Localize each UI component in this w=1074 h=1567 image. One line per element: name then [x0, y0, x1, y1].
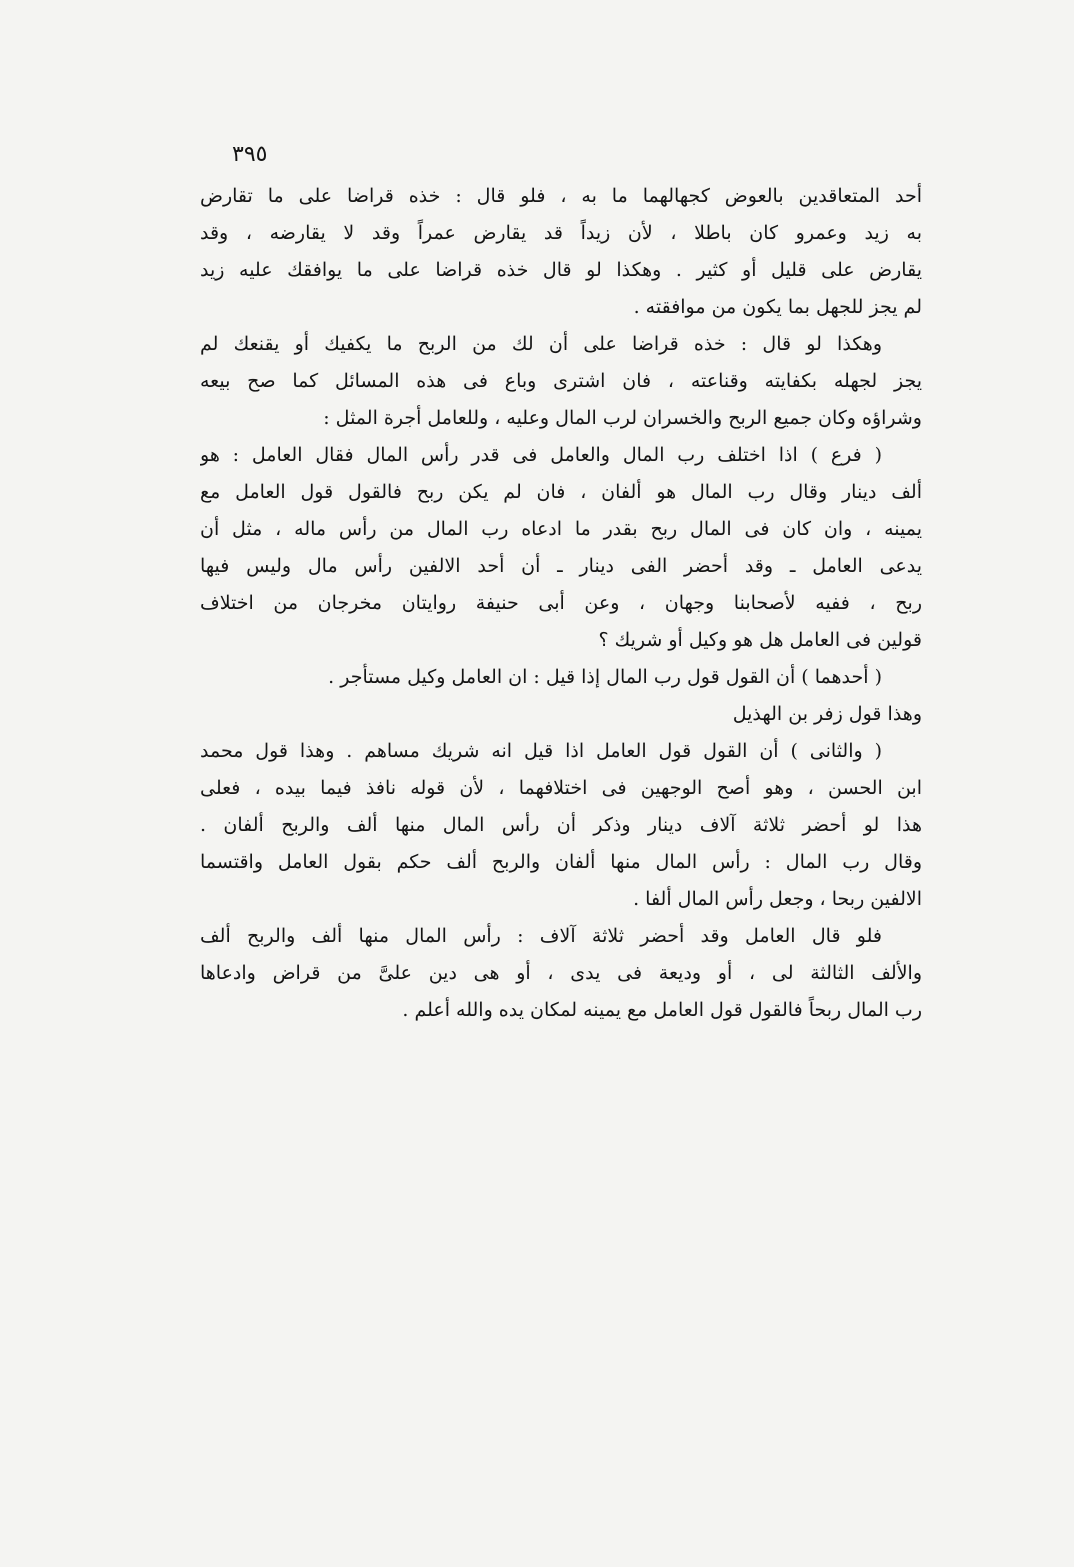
- text-line: أحد المتعاقدين بالعوض كجهالهما ما به ، فلو قال : خذه قراضا على ما تقارض: [200, 185, 922, 207]
- text-line: يقارض على قليل أو كثير . وهكذا لو قال خذه قراضا على ما يوافقك عليه زيد: [200, 259, 922, 281]
- text-line: ( والثانى ) أن القول قول العامل اذا قيل انه شريك مساهم . وهذا قول محمد: [200, 740, 882, 762]
- text-line: به زيد وعمرو كان باطلا ، لأن زيداً قد يقارض عمراً وقد لا يقارضه ، وقد: [200, 222, 922, 244]
- text-line: وهذا قول زفر بن الهذيل: [732, 703, 922, 725]
- text-line: فلو قال العامل وقد أحضر ثلاثة آلاف : رأس المال منها ألف والربح ألف: [200, 925, 882, 947]
- body-text: [200, 178, 922, 1029]
- text-line: قولين فى العامل هل هو وكيل أو شريك ؟: [598, 629, 922, 651]
- text-line: ابن الحسن ، وهو أصح الوجهين فى اختلافهما ، لأن قوله نافذ فيما بيده ، فعلى: [200, 777, 922, 799]
- text-line: يجز لجهله بكفايته وقناعته ، فان اشترى وباع فى هذه المسائل كما صح بيعه: [200, 370, 922, 392]
- text-line: والألف الثالثة لى ، أو وديعة فى يدى ، أو هى دين علىَّ من قراض وادعاها: [200, 962, 922, 984]
- page-number: ٣٩٥: [232, 142, 268, 167]
- text-line: لم يجز للجهل بما يكون من موافقته .: [633, 296, 922, 318]
- text-line: ( فرع ) اذا اختلف رب المال والعامل فى قدر رأس المال فقال العامل : هو: [200, 444, 882, 466]
- text-line: وهكذا لو قال : خذه قراضا على أن لك من الربح ما يكفيك أو يقنعك لم: [200, 333, 882, 355]
- text-line: هذا لو أحضر ثلاثة آلاف دينار وذكر أن رأس المال منها ألف والربح ألفان .: [200, 814, 922, 836]
- text-line: يمينه ، وان كان فى المال ربح بقدر ما ادعاه رب المال من رأس ماله ، مثل أن: [200, 518, 922, 540]
- text-line: ألف دينار وقال رب المال هو ألفان ، فان لم يكن ربح فالقول قول العامل مع: [200, 481, 922, 503]
- text-line: الالفين ربحا ، وجعل رأس المال ألفا .: [633, 888, 922, 910]
- text-line: يدعى العامل ـ وقد أحضر الفى دينار ـ أن أحد الالفين رأس مال وليس فيها: [200, 555, 922, 577]
- text-line: ربح ، ففيه لأصحابنا وجهان ، وعن أبى حنيفة روايتان مخرجان من اختلاف: [200, 592, 922, 614]
- text-line: ( أحدهما ) أن القول قول رب المال إذا قيل : ان العامل وكيل مستأجر .: [328, 666, 882, 688]
- text-line: وشراؤه وكان جميع الربح والخسران لرب المال وعليه ، وللعامل أجرة المثل :: [323, 407, 922, 429]
- text-line: رب المال ربحاً فالقول قول العامل مع يمينه لمكان يده والله أعلم .: [402, 999, 922, 1021]
- text-line: وقال رب المال : رأس المال منها ألفان والربح ألف حكم بقول العامل واقتسما: [200, 851, 922, 873]
